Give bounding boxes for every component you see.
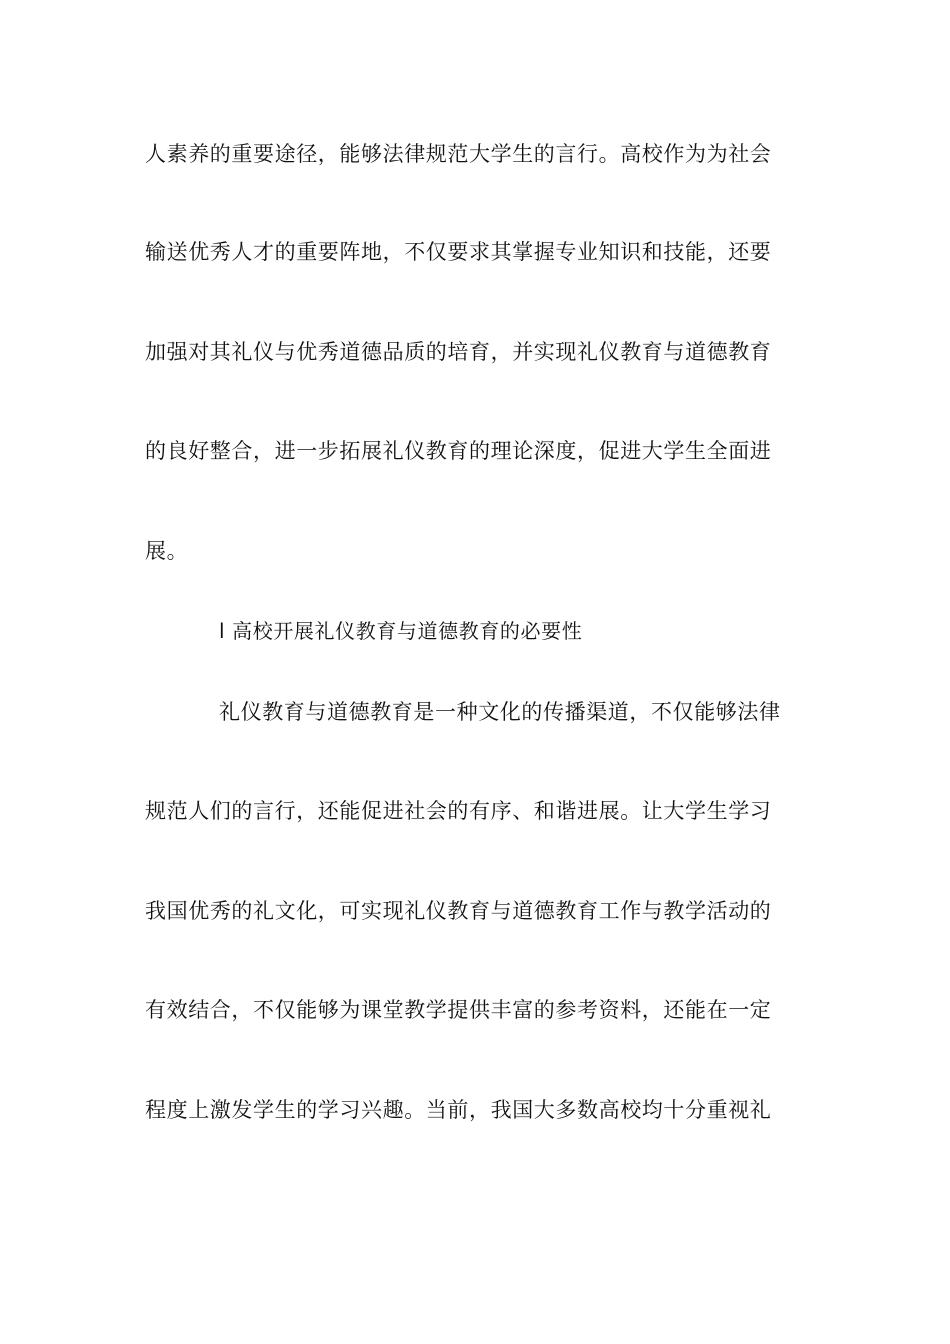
paragraph1-line-2: 输送优秀人才的重要阵地，不仅要求其掌握专业知识和技能，还要	[145, 240, 772, 264]
paragraph1-line-1: 人素养的重要途径，能够法律规范大学生的言行。高校作为为社会	[145, 142, 772, 166]
paragraph2-line-4: 有效结合，不仅能够为课堂教学提供丰富的参考资料，还能在一定	[145, 998, 772, 1022]
paragraph2-line-2: 规范人们的言行，还能促进社会的有序、和谐进展。让大学生学习	[145, 799, 772, 823]
paragraph2-line-3: 我国优秀的礼文化，可实现礼仪教育与道德教育工作与教学活动的	[145, 899, 772, 923]
paragraph1-line-5: 展。	[145, 539, 189, 563]
paragraph2-line-1: 礼仪教育与道德教育是一种文化的传播渠道，不仅能够法律	[219, 700, 781, 724]
paragraph1-line-4: 的良好整合，进一步拓展礼仪教育的理论深度，促进大学生全面进	[145, 439, 772, 463]
paragraph2-line-5: 程度上激发学生的学习兴趣。当前，我国大多数高校均十分重视礼	[145, 1098, 772, 1122]
section-heading: l 高校开展礼仪教育与道德教育的必要性	[219, 619, 583, 643]
paragraph1-line-3: 加强对其礼仪与优秀道德品质的培育，并实现礼仪教育与道德教育	[145, 340, 772, 364]
